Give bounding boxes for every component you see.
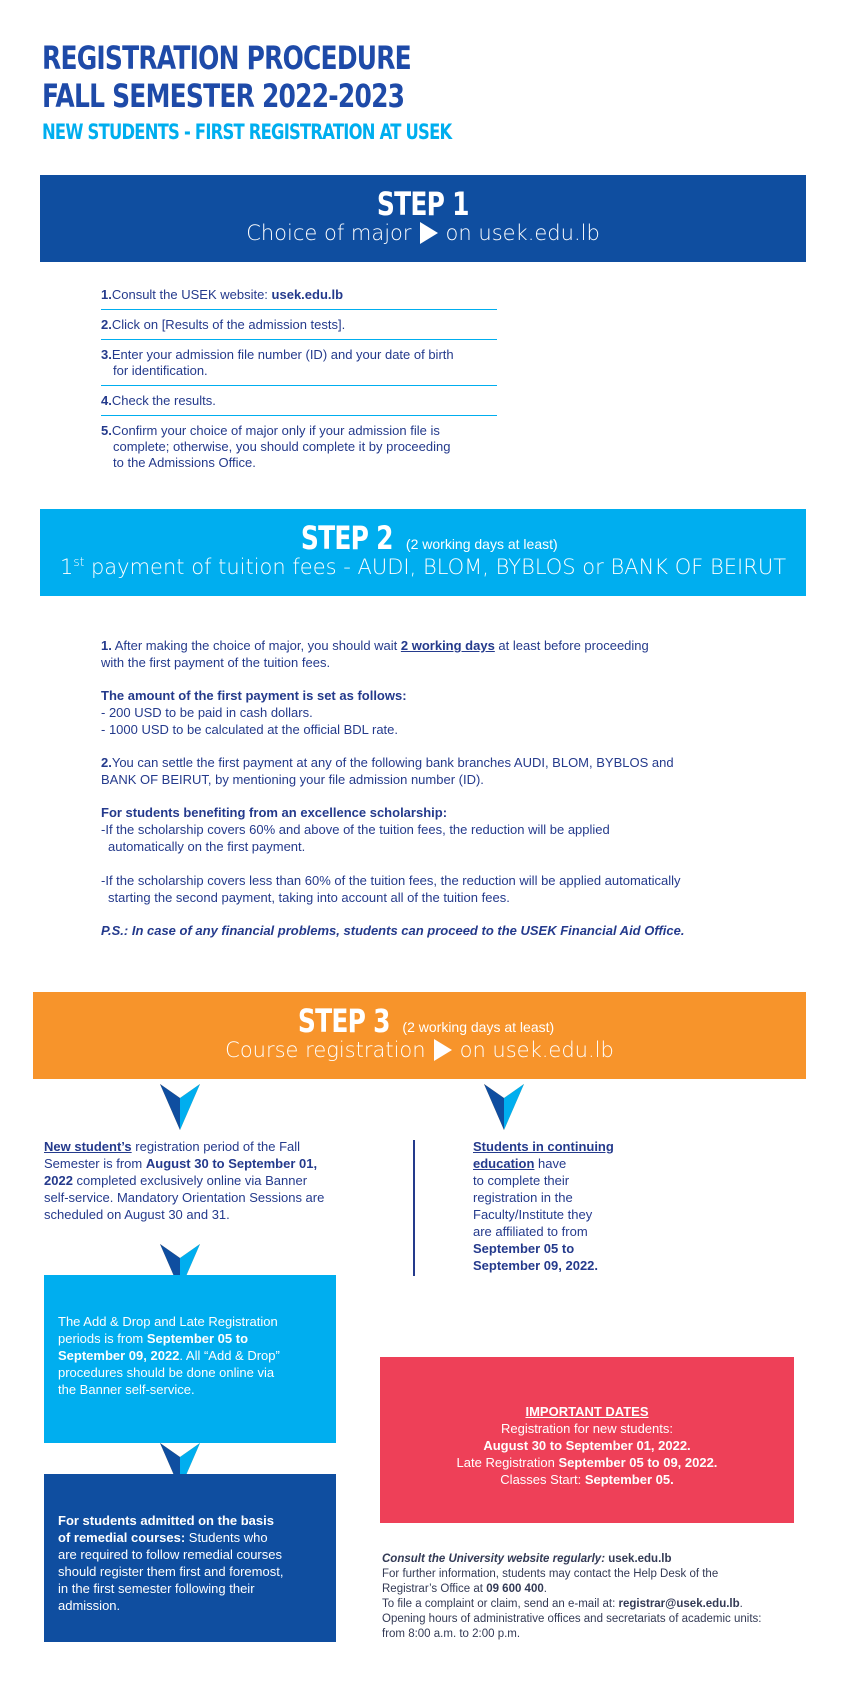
step2-banner bbox=[40, 509, 806, 596]
email-link[interactable]: registrar@usek.edu.lb bbox=[618, 1598, 740, 1610]
step2-subtitle: 1st payment of tuition fees - AUDI, BLOM, BYBLOS or BANK OF BEIRUT bbox=[59, 555, 787, 579]
play-arrow-icon bbox=[420, 222, 438, 244]
step2-title: STEP 2 bbox=[301, 519, 393, 557]
list-item: 5.Confirm your choice of major only if your admission file is complete; otherwise, you should complete it by proceeding to the Admissions Office. bbox=[101, 423, 451, 470]
contact-info: Consult the University website regularly: usek.edu.lb For further information, students may contact the Help Desk of the Registrar’s Office at 09 600 400. To file a complaint or claim, send an e-mail at: registrar@usek.edu.lb. Opening hours of administrative offices and secretariats of academic units: from 8:00 a.m. to 2:00 p.m. bbox=[382, 1553, 762, 1640]
play-arrow-icon bbox=[434, 1039, 452, 1061]
column-divider bbox=[413, 1140, 415, 1276]
add-drop-box: The Add & Drop and Late Registration periods is from September 05 to September 09, 2022. All “Add & Drop” procedures should be done online via the Banner self-service. bbox=[44, 1275, 336, 1443]
step2-scholarship: For students benefiting from an excellence scholarship: -If the scholarship covers 60% and above of the tuition fees, the reduction will be applied automatically on the first payment. bbox=[101, 805, 610, 854]
chevron-down-icon bbox=[484, 1084, 524, 1130]
list-item: 3.Enter your admission file number (ID) and your date of birth for identification. bbox=[101, 344, 497, 386]
list-item: 1.Consult the USEK website: usek.edu.lb bbox=[101, 284, 497, 310]
new-students-info: New student’s registration period of the Fall Semester is from August 30 to September 01, 2022 completed exclusively online via Banner self-service. Mandatory Orientation Sessions are scheduled on August 30 and 31. bbox=[44, 1139, 325, 1222]
step1-list bbox=[101, 284, 497, 481]
step3-link: on usek.edu.lb bbox=[459, 1038, 614, 1062]
step2-body bbox=[101, 637, 771, 955]
step3-title: STEP 3 bbox=[297, 1002, 390, 1040]
step3-subtitle: Course registration bbox=[225, 1038, 426, 1062]
step1-link: on usek.edu.lb bbox=[445, 221, 600, 245]
step2-paragraph-1: 1. After making the choice of major, you should wait 2 working days at least before proceeding with the first payment of the tuition fees. bbox=[101, 638, 649, 670]
step2-scholarship-2: -If the scholarship covers less than 60% of the tuition fees, the reduction will be applied automatically starting the second payment, taking into account all of the tuition fees. bbox=[101, 873, 681, 905]
step1-banner bbox=[40, 175, 806, 262]
step1-subtitle: Choice of major bbox=[246, 221, 412, 245]
website-link[interactable]: usek.edu.lb bbox=[608, 1553, 672, 1565]
list-item: 2.Click on [Results of the admission tests]. bbox=[101, 314, 497, 340]
chevron-down-icon bbox=[160, 1084, 200, 1130]
page-title: REGISTRATION PROCEDURE bbox=[42, 39, 411, 77]
page-audience: NEW STUDENTS - FIRST REGISTRATION AT USEK bbox=[42, 120, 452, 144]
step3-note: (2 working days at least) bbox=[402, 1019, 555, 1035]
remedial-box: For students admitted on the basis of remedial courses: Students who are required to follow remedial courses should register them first and foremost, in the first semester following their admission. bbox=[44, 1474, 336, 1642]
step3-banner bbox=[33, 992, 806, 1079]
step2-paragraph-2: 2.You can settle the first payment at any of the following bank branches AUDI, BLOM, BYBLOS and BANK OF BEIRUT, by mentioning your file admission number (ID). bbox=[101, 755, 674, 787]
important-dates-box: IMPORTANT DATES Registration for new students: August 30 to September 01, 2022. Late Registration September 05 to 09, 2022. Classes Start: September 05. bbox=[380, 1357, 794, 1523]
step2-amount: The amount of the first payment is set as follows: - 200 USD to be paid in cash dollars. - 1000 USD to be calculated at the official BDL rate. bbox=[101, 688, 407, 737]
important-dates-title: IMPORTANT DATES bbox=[525, 1404, 649, 1419]
page-subtitle: FALL SEMESTER 2022-2023 bbox=[42, 77, 405, 115]
step1-title: STEP 1 bbox=[377, 185, 469, 223]
continuing-education-info: Students in continuing education have to complete their registration in the Faculty/Institute they are affiliated to from September 05 to September 09, 2022. bbox=[473, 1139, 614, 1273]
step2-ps: P.S.: In case of any financial problems, students can proceed to the USEK Financial Aid Office. bbox=[101, 923, 685, 938]
step2-note: (2 working days at least) bbox=[405, 536, 558, 552]
website-link[interactable]: usek.edu.lb bbox=[271, 287, 344, 302]
phone-number[interactable]: 09 600 400 bbox=[486, 1583, 544, 1595]
list-item: 4.Check the results. bbox=[101, 390, 497, 416]
